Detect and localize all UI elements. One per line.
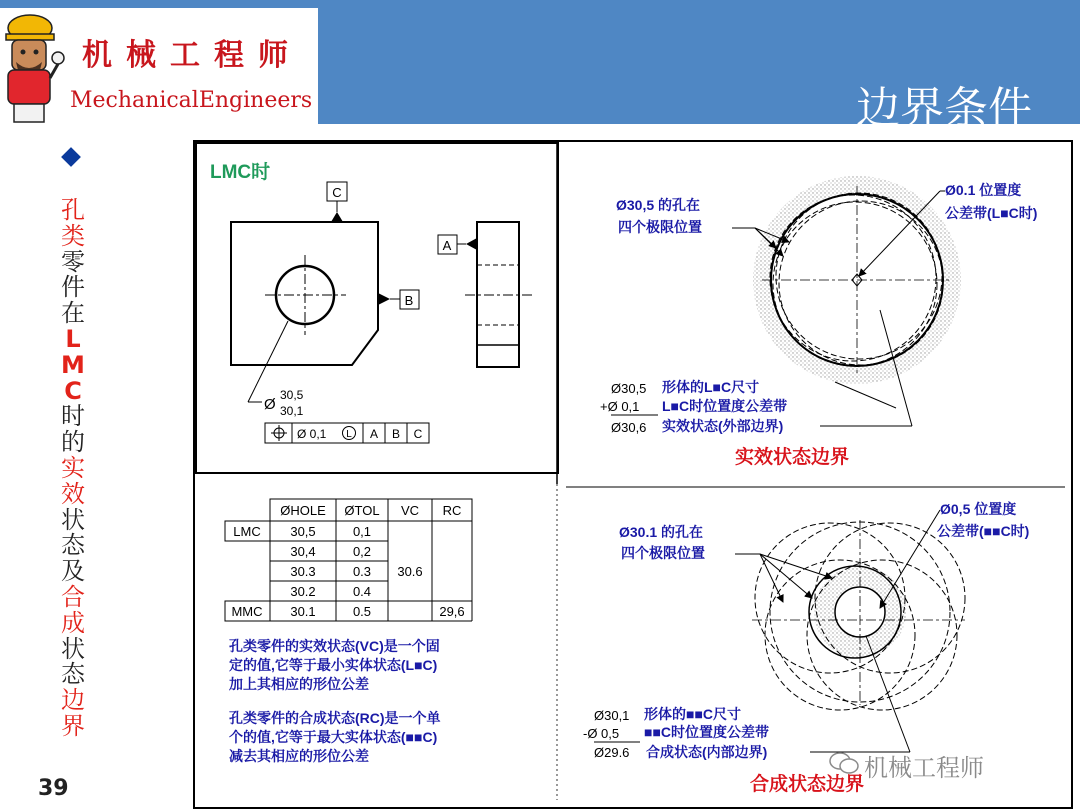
sidebar-char: M <box>61 350 85 379</box>
vc-zone-label-2: 公差带(L■C时) <box>945 205 1038 221</box>
table-cell: 30,5 <box>290 524 316 539</box>
sidebar-char: 成 <box>61 608 85 637</box>
rc-calc-3-num: Ø29.6 <box>594 745 630 760</box>
sidebar-char: 边 <box>61 686 85 715</box>
table-vc-value: 30.6 <box>397 564 423 579</box>
sidebar-char: 态 <box>61 531 85 560</box>
sidebar-char: 状 <box>61 634 85 663</box>
table-cell: 30.1 <box>290 604 316 619</box>
fcf-datum-1: A <box>369 427 379 441</box>
vc-hole-label-1: Ø30,5 的孔在 <box>616 197 701 213</box>
sidebar-char: 时 <box>61 402 85 431</box>
sidebar-char: 态 <box>61 660 85 689</box>
vc-calc-2-text: L■C时位置度公差带 <box>662 398 788 414</box>
note-rc-line-3: 减去其相应的形位公差 <box>229 748 369 764</box>
lmc-title: LMC时 <box>210 162 271 183</box>
table-header-rc: RC <box>442 503 462 518</box>
table-cell: 30,4 <box>290 544 316 559</box>
rc-caption: 合成状态边界 <box>750 774 865 795</box>
sidebar-char: 合 <box>61 582 85 611</box>
rc-hole-label-2: 四个极限位置 <box>621 545 705 561</box>
sidebar-char: 在 <box>61 299 85 328</box>
datum-b-triangle <box>378 293 390 305</box>
table-cell: 0,1 <box>352 524 372 539</box>
datum-a-label: A <box>442 238 452 253</box>
sidebar-char: L <box>65 324 81 353</box>
sidebar-char: C <box>64 376 82 405</box>
dim-upper: 30,5 <box>280 388 304 402</box>
table-row-label-lmc: LMC <box>233 524 261 539</box>
table-header-tol: ØTOL <box>344 503 380 518</box>
rc-calc-2-num: -Ø 0,5 <box>583 726 620 741</box>
table-cell: 30.3 <box>290 564 316 579</box>
vc-calc-2-num: +Ø 0,1 <box>600 399 640 414</box>
sidebar-char: 效 <box>61 479 85 508</box>
note-vc-line-1: 孔类零件的实效状态(VC)是一个固 <box>229 638 440 654</box>
fcf-tolerance: Ø 0,1 <box>297 427 327 441</box>
tolerance-table <box>225 499 472 621</box>
note-vc-line-2: 定的值,它等于最小实体状态(L■C) <box>229 657 438 673</box>
feature-control-frame <box>265 423 429 443</box>
table-header-vc: VC <box>400 503 420 518</box>
table-cell: 30.2 <box>290 584 316 599</box>
vc-hole-label-2: 四个极限位置 <box>618 219 702 235</box>
sidebar-char: 类 <box>61 221 85 250</box>
sidebar-char: 孔 <box>61 196 85 224</box>
sidebar-char: 界 <box>61 711 85 740</box>
sidebar-char: 及 <box>61 557 85 586</box>
table-cell: 0,2 <box>352 544 372 559</box>
sidebar-char: 的 <box>61 428 85 457</box>
table-row-label-mmc: MMC <box>231 604 263 619</box>
fcf-modifier: L <box>346 429 352 440</box>
sidebar-char: 零 <box>61 247 85 276</box>
sidebar-char: 实 <box>61 453 85 482</box>
page-number: 39 <box>38 776 69 801</box>
rc-hole-label-1: Ø30.1 的孔在 <box>619 524 704 540</box>
slide-title: 边界条件 <box>856 83 1032 134</box>
datum-a-triangle <box>466 238 477 250</box>
datum-c-triangle <box>331 212 343 222</box>
datum-b-label: B <box>404 293 414 308</box>
vc-calc-1-num: Ø30,5 <box>611 381 647 396</box>
rc-calc-3-text: 合成状态(内部边界) <box>646 744 768 760</box>
vc-zone-label-1: Ø0.1 位置度 <box>945 182 1022 198</box>
table-cell: 0.5 <box>352 604 372 619</box>
watermark-text: 机械工程师 <box>864 754 984 782</box>
vc-calc-3-num: Ø30,6 <box>611 420 647 435</box>
dim-lower: 30,1 <box>280 404 304 418</box>
note-rc-line-2: 个的值,它等于最大实体状态(■■C) <box>229 729 438 745</box>
rc-zone-label-1: Ø0,5 位置度 <box>940 501 1017 517</box>
note-rc-line-1: 孔类零件的合成状态(RC)是一个单 <box>229 710 441 726</box>
note-vc-line-3: 加上其相应的形位公差 <box>229 676 369 692</box>
logo-english-text: MechanicalEngineers <box>70 88 313 113</box>
table-cell: 0.4 <box>352 584 372 599</box>
rc-calc-1-num: Ø30,1 <box>594 708 630 723</box>
dim-diameter-symbol: Ø <box>264 396 276 413</box>
sidebar-char: 状 <box>61 505 85 534</box>
logo-chinese-text: 机械工程师 <box>82 38 302 73</box>
fcf-datum-2: B <box>391 427 401 441</box>
datum-c-label: C <box>332 185 342 200</box>
fcf-datum-3: C <box>413 427 423 441</box>
table-header-hole: ØHOLE <box>280 503 326 518</box>
vc-calc-3-text: 实效状态(外部边界) <box>662 418 784 434</box>
vc-caption: 实效状态边界 <box>735 447 850 468</box>
rc-calc-1-text: 形体的■■C尺寸 <box>644 706 742 722</box>
wechat-icon <box>829 752 859 774</box>
table-cell: 0.3 <box>352 564 372 579</box>
rc-calc-2-text: ■■C时位置度公差带 <box>644 724 770 740</box>
table-rc-value: 29,6 <box>439 604 465 619</box>
rc-zone-label-2: 公差带(■■C时) <box>937 523 1030 539</box>
sidebar-char: 件 <box>61 273 85 302</box>
vc-calc-1-text: 形体的L■C尺寸 <box>662 379 760 395</box>
